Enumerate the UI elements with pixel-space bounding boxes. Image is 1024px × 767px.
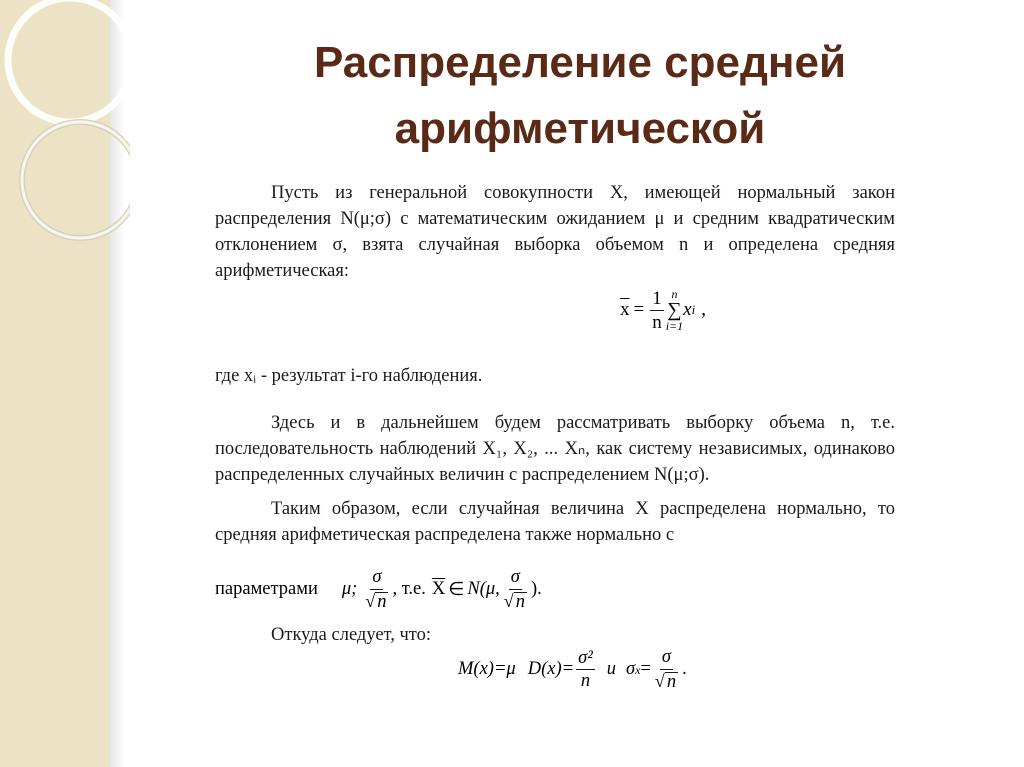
paragraph-where: где xᵢ - результат i-го наблюдения. — [215, 366, 483, 386]
formula-mean-fraction — [650, 289, 664, 332]
param-xbar: $\overline{X}$ — [431, 579, 446, 599]
formula-mean-term-sub: i — [691, 302, 696, 317]
sum-symbol — [666, 288, 683, 332]
param-close: ). — [530, 579, 542, 599]
paragraph-sample: Здесь и в дальнейшем будем рассматривать выборку объема n, т.е. последовательность наблюдений X₁, X₂, ... Xₙ, как систему независимых, одинаково распределенных случайных величин с распределением N(μ;σ). — [215, 413, 895, 485]
slide-title — [260, 30, 900, 162]
formula-mean-term: x — [683, 299, 692, 320]
formula-mean-den: n — [652, 311, 662, 333]
moment-sigma-num: σ — [660, 648, 673, 670]
slide-title-line-2: арифметической — [394, 104, 766, 153]
moment-and: и — [606, 659, 617, 679]
param-fraction-2 — [502, 568, 529, 611]
slide-body-3 — [215, 410, 895, 548]
moment-sigma-den: √ n — [654, 670, 677, 692]
sum-bottom: i=1 — [665, 319, 684, 333]
moment-sigma-den-n: n — [666, 671, 677, 692]
param-fraction-2-num: σ — [509, 568, 522, 590]
param-fraction-2-den: √ n — [503, 590, 525, 612]
param-fraction — [363, 568, 390, 611]
param-fraction-den: √ n — [365, 590, 387, 612]
moment-tail: . — [682, 659, 687, 679]
moment-sigma: σ — [626, 659, 636, 679]
param-fraction-den-n: n — [377, 591, 387, 612]
moment-eq: = — [640, 659, 651, 679]
param-te: , т.е. — [392, 579, 426, 599]
param-fraction-2-den-n: n — [515, 591, 525, 612]
formula-mean-num: 1 — [652, 287, 662, 309]
param-fraction-num: σ — [370, 568, 383, 590]
moment-D-den: n — [580, 671, 591, 691]
parameters-label: параметрами — [215, 579, 318, 599]
formula-mean-eq: = — [633, 299, 645, 320]
moment-D-num: σ² — [576, 649, 595, 671]
paragraph-hence: Откуда следует, что: — [271, 625, 432, 645]
sum-sign: ∑ — [667, 299, 682, 321]
decorative-circles — [0, 0, 130, 260]
param-N: N(μ, — [467, 579, 500, 599]
moment-D: D(x)= — [527, 659, 575, 679]
slide-body — [215, 180, 895, 284]
formula-moments — [458, 648, 687, 691]
param-in: ∈ — [448, 579, 465, 600]
moment-M: M(x)=μ — [458, 659, 516, 679]
moment-sigma-fraction — [653, 648, 680, 691]
slide-body-2 — [215, 363, 895, 389]
slide-body-4 — [215, 622, 895, 648]
formula-mean-tail: , — [701, 299, 706, 320]
formula-parameters — [215, 568, 542, 611]
moment-D-fraction — [576, 649, 595, 691]
sum-top: n — [671, 287, 678, 301]
formula-mean — [620, 288, 706, 332]
param-mu: μ; — [341, 579, 358, 599]
formula-mean-lhs: $\overline{x}$ — [620, 299, 630, 320]
slide-title-line-1: Распределение средней — [313, 38, 847, 87]
paragraph-normal: Таким образом, если случайная величина X распределена нормально, то средняя арифметическая распределена также нормально с — [215, 499, 895, 545]
moment-sigma-sub: x — [635, 662, 641, 677]
paragraph-intro: Пусть из генеральной совокупности X, имеющей нормальный закон распределения N(μ;σ) с математическим ожиданием μ и средним квадратическим отклонением σ, взята случайная выборка объемом n и определена средняя арифметическая: — [215, 183, 895, 281]
